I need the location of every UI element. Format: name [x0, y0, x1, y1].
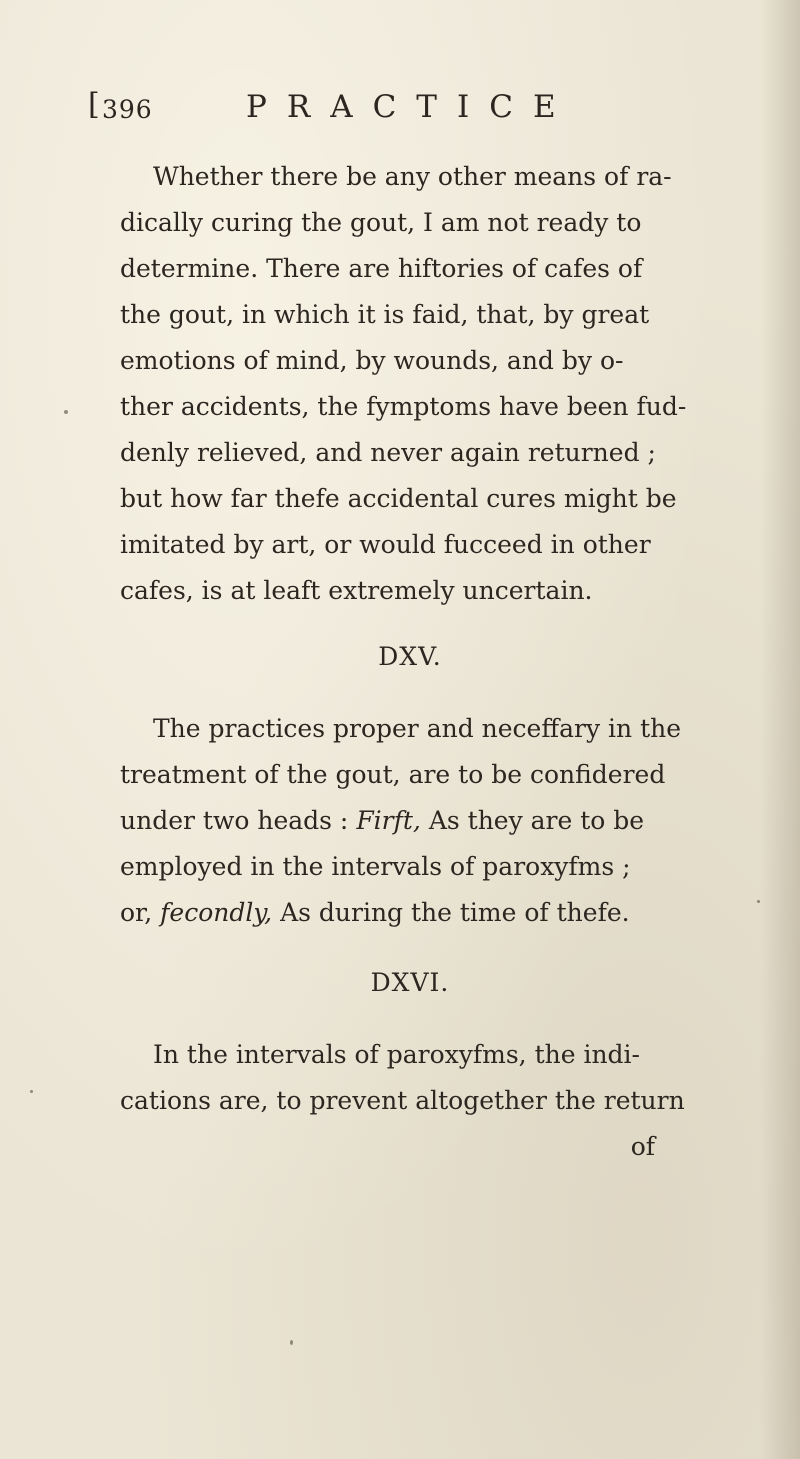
- paper-speck: [290, 1340, 293, 1345]
- italic-secondly: fecondly,: [160, 898, 273, 927]
- text-line: the gout, in which it is faid, that, by great: [120, 300, 650, 329]
- section-heading-dxvi: DXVI.: [370, 968, 450, 997]
- paragraph-1: [120, 154, 700, 614]
- text-line: but how far thefe accidental cures might be: [120, 484, 677, 513]
- text-line: The practices proper and neceffary in the: [153, 714, 682, 743]
- paper-speck: [64, 410, 68, 414]
- catchword: of: [630, 1132, 655, 1161]
- text-line: [120, 798, 700, 844]
- text-line: treatment of the gout, are to be confidered: [120, 760, 666, 789]
- text-line: Whether there be any other means of ra-: [153, 162, 672, 191]
- italic-first: Firft,: [356, 806, 421, 835]
- section-heading-dxv: DXV.: [378, 642, 442, 671]
- text-segment: As they are to be: [428, 806, 645, 835]
- body-text: [120, 154, 700, 1170]
- text-segment: or,: [120, 898, 153, 927]
- paragraph-2: [120, 706, 700, 936]
- text-line: In the intervals of paroxyfms, the indi-: [153, 1040, 640, 1069]
- page-number: 396: [102, 95, 153, 124]
- text-line: dically curing the gout, I am not ready to: [120, 208, 642, 237]
- running-title: PRACTICE: [246, 89, 576, 125]
- paper-speck: [757, 900, 760, 903]
- text-line: cations are, to prevent altogether the return: [120, 1086, 685, 1115]
- text-line: employed in the intervals of paroxyfms ;: [120, 852, 631, 881]
- text-line: denly relieved, and never again returned ;: [120, 438, 656, 467]
- header-bracket: [: [88, 87, 100, 122]
- paragraph-3: [120, 1032, 700, 1124]
- text-line: [120, 890, 700, 936]
- page-edge-shadow: [760, 0, 800, 1459]
- text-line: determine. There are hiftories of cafes of: [120, 254, 643, 283]
- text-line: emotions of mind, by wounds, and by o-: [120, 346, 624, 375]
- text-segment: As during the time of thefe.: [280, 898, 630, 927]
- text-line: imitated by art, or would fucceed in other: [120, 530, 651, 559]
- text-line: cafes, is at leaft extremely uncertain.: [120, 576, 593, 605]
- text-line: ther accidents, the fymptoms have been fud-: [120, 392, 687, 421]
- text-segment: under two heads :: [120, 806, 349, 835]
- page-header: [88, 86, 608, 136]
- paper-speck: [30, 1090, 33, 1093]
